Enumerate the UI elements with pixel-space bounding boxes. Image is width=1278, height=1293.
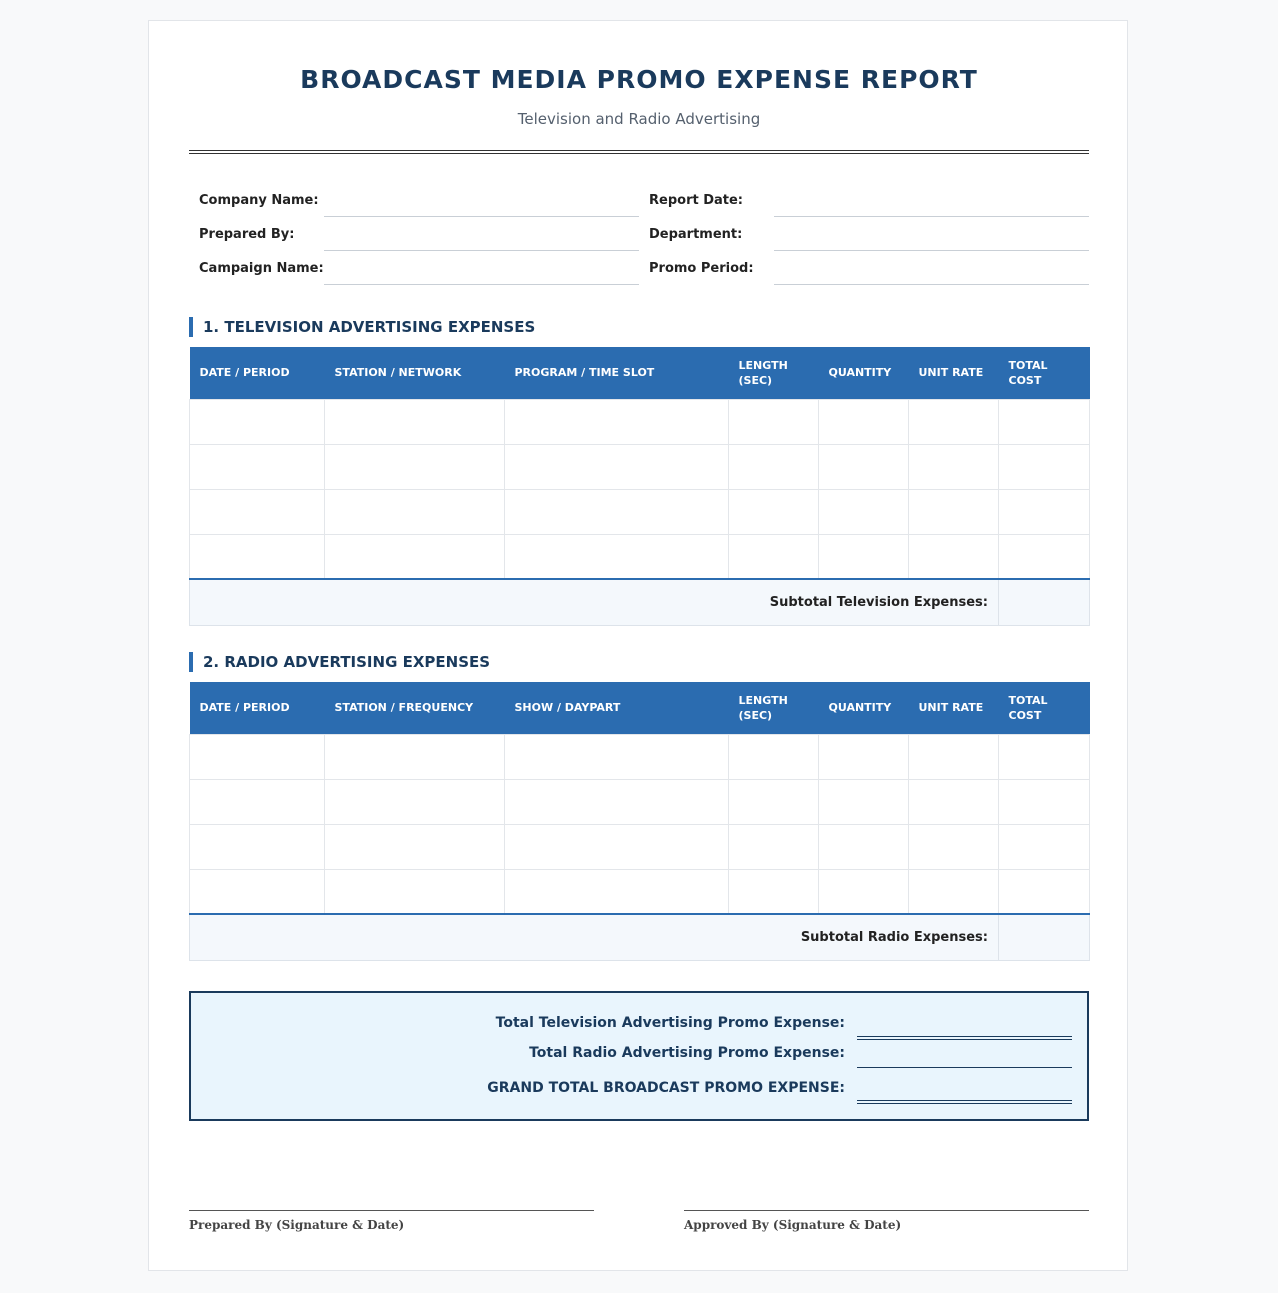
table-cell-length-sec[interactable] [729, 734, 819, 779]
table-row [190, 489, 1090, 534]
report-date-label: Report Date: [649, 193, 744, 208]
table-row [190, 869, 1090, 914]
radio-total-label: Total Radio Advertising Promo Expense: [529, 1045, 845, 1061]
column-header-unit-rate: UNIT RATE [909, 347, 999, 399]
table-cell-quantity[interactable] [819, 399, 909, 444]
column-header-date-period: DATE / PERIOD [190, 682, 325, 734]
column-header-total-cost: TOTAL COST [999, 682, 1090, 734]
table-cell-date-period[interactable] [190, 399, 325, 444]
table-cell-date-period[interactable] [190, 869, 325, 914]
info-section [189, 183, 1089, 285]
info-row [189, 183, 1089, 217]
column-header-length-sec: LENGTH (SEC) [729, 682, 819, 734]
table-row [190, 779, 1090, 824]
table-cell-unit-rate[interactable] [909, 489, 999, 534]
table-cell-length-sec[interactable] [729, 489, 819, 534]
table-cell-station[interactable] [325, 779, 505, 824]
column-header-quantity: QUANTITY [819, 682, 909, 734]
promo-period-label: Promo Period: [649, 261, 754, 276]
tv-total-label: Total Television Advertising Promo Expense: [495, 1015, 845, 1031]
table-cell-date-period[interactable] [190, 489, 325, 534]
department-label: Department: [649, 227, 743, 242]
tv-total-field[interactable] [857, 1036, 1072, 1040]
table-header-row [190, 347, 1090, 399]
table-row [190, 734, 1090, 779]
table-cell-station[interactable] [325, 869, 505, 914]
table-cell-length-sec[interactable] [729, 824, 819, 869]
table-cell-date-period[interactable] [190, 734, 325, 779]
info-row [189, 217, 1089, 251]
table-cell-station[interactable] [325, 734, 505, 779]
table-cell-total-cost[interactable] [999, 444, 1090, 489]
table-cell-quantity[interactable] [819, 444, 909, 489]
table-row [190, 824, 1090, 869]
table-cell-date-period[interactable] [190, 779, 325, 824]
report-subtitle: Television and Radio Advertising [517, 110, 761, 128]
tv-expense-table [189, 347, 1090, 626]
table-cell-quantity[interactable] [819, 869, 909, 914]
radio-total-field[interactable] [857, 1067, 1072, 1068]
column-header-unit-rate: UNIT RATE [909, 682, 999, 734]
table-cell-unit-rate[interactable] [909, 869, 999, 914]
column-header-total-cost: TOTAL COST [999, 347, 1090, 399]
table-cell-total-cost[interactable] [999, 399, 1090, 444]
campaign-name-label: Campaign Name: [199, 261, 324, 276]
table-cell-quantity[interactable] [819, 534, 909, 579]
campaign-name-field[interactable] [324, 284, 639, 285]
column-header-program: PROGRAM / TIME SLOT [505, 347, 729, 399]
company-name-label: Company Name: [199, 193, 319, 208]
subtotal-value-cell[interactable] [999, 914, 1090, 960]
table-cell-length-sec[interactable] [729, 869, 819, 914]
tv-section-heading: 1. TELEVISION ADVERTISING EXPENSES [189, 317, 1089, 337]
table-header-row [190, 682, 1090, 734]
prepared-signature-label: Prepared By (Signature & Date) [189, 1218, 405, 1232]
approved-signature-line[interactable] [684, 1210, 1089, 1211]
prepared-by-label: Prepared By: [199, 227, 295, 242]
grand-total-label: GRAND TOTAL BROADCAST PROMO EXPENSE: [487, 1080, 845, 1096]
table-row [190, 534, 1090, 579]
report-page [148, 20, 1128, 1271]
column-header-length-sec: LENGTH (SEC) [729, 347, 819, 399]
table-row [190, 444, 1090, 489]
table-cell-date-period[interactable] [190, 534, 325, 579]
table-cell-program[interactable] [505, 734, 729, 779]
subtotal-row [190, 579, 1090, 625]
table-cell-unit-rate[interactable] [909, 444, 999, 489]
report-title: BROADCAST MEDIA PROMO EXPENSE REPORT [300, 65, 978, 94]
table-cell-program[interactable] [505, 824, 729, 869]
column-header-quantity: QUANTITY [819, 347, 909, 399]
table-cell-total-cost[interactable] [999, 734, 1090, 779]
table-cell-station[interactable] [325, 444, 505, 489]
table-cell-program[interactable] [505, 779, 729, 824]
table-cell-station[interactable] [325, 824, 505, 869]
table-cell-total-cost[interactable] [999, 534, 1090, 579]
column-header-station: STATION / FREQUENCY [325, 682, 505, 734]
table-cell-length-sec[interactable] [729, 779, 819, 824]
table-cell-total-cost[interactable] [999, 779, 1090, 824]
table-cell-unit-rate[interactable] [909, 399, 999, 444]
approved-signature-label: Approved By (Signature & Date) [684, 1218, 902, 1232]
column-header-station: STATION / NETWORK [325, 347, 505, 399]
subtotal-label: Subtotal Radio Expenses: [190, 914, 999, 960]
info-row [189, 251, 1089, 285]
grand-total-field[interactable] [857, 1100, 1072, 1104]
table-cell-total-cost[interactable] [999, 869, 1090, 914]
table-cell-station[interactable] [325, 534, 505, 579]
prepared-signature-line[interactable] [189, 1210, 594, 1211]
promo-period-field[interactable] [774, 284, 1089, 285]
table-cell-date-period[interactable] [190, 444, 325, 489]
table-cell-unit-rate[interactable] [909, 824, 999, 869]
table-cell-station[interactable] [325, 399, 505, 444]
table-cell-unit-rate[interactable] [909, 534, 999, 579]
table-cell-length-sec[interactable] [729, 534, 819, 579]
table-cell-program[interactable] [505, 444, 729, 489]
table-cell-length-sec[interactable] [729, 444, 819, 489]
table-cell-length-sec[interactable] [729, 399, 819, 444]
totals-box [189, 991, 1089, 1121]
table-cell-quantity[interactable] [819, 779, 909, 824]
table-cell-station[interactable] [325, 489, 505, 534]
table-cell-total-cost[interactable] [999, 489, 1090, 534]
table-cell-unit-rate[interactable] [909, 779, 999, 824]
table-cell-quantity[interactable] [819, 489, 909, 534]
table-row [190, 399, 1090, 444]
subtotal-row [190, 914, 1090, 960]
subtotal-label: Subtotal Television Expenses: [190, 579, 999, 625]
table-cell-total-cost[interactable] [999, 824, 1090, 869]
table-cell-unit-rate[interactable] [909, 734, 999, 779]
column-header-program: SHOW / DAYPART [505, 682, 729, 734]
table-cell-date-period[interactable] [190, 824, 325, 869]
table-cell-program[interactable] [505, 869, 729, 914]
subtotal-value-cell[interactable] [999, 579, 1090, 625]
radio-section-heading: 2. RADIO ADVERTISING EXPENSES [189, 652, 1089, 672]
column-header-date-period: DATE / PERIOD [190, 347, 325, 399]
table-cell-program[interactable] [505, 489, 729, 534]
table-cell-program[interactable] [505, 399, 729, 444]
table-cell-program[interactable] [505, 534, 729, 579]
table-cell-quantity[interactable] [819, 824, 909, 869]
header-divider [189, 150, 1089, 154]
table-cell-quantity[interactable] [819, 734, 909, 779]
radio-expense-table [189, 682, 1090, 961]
